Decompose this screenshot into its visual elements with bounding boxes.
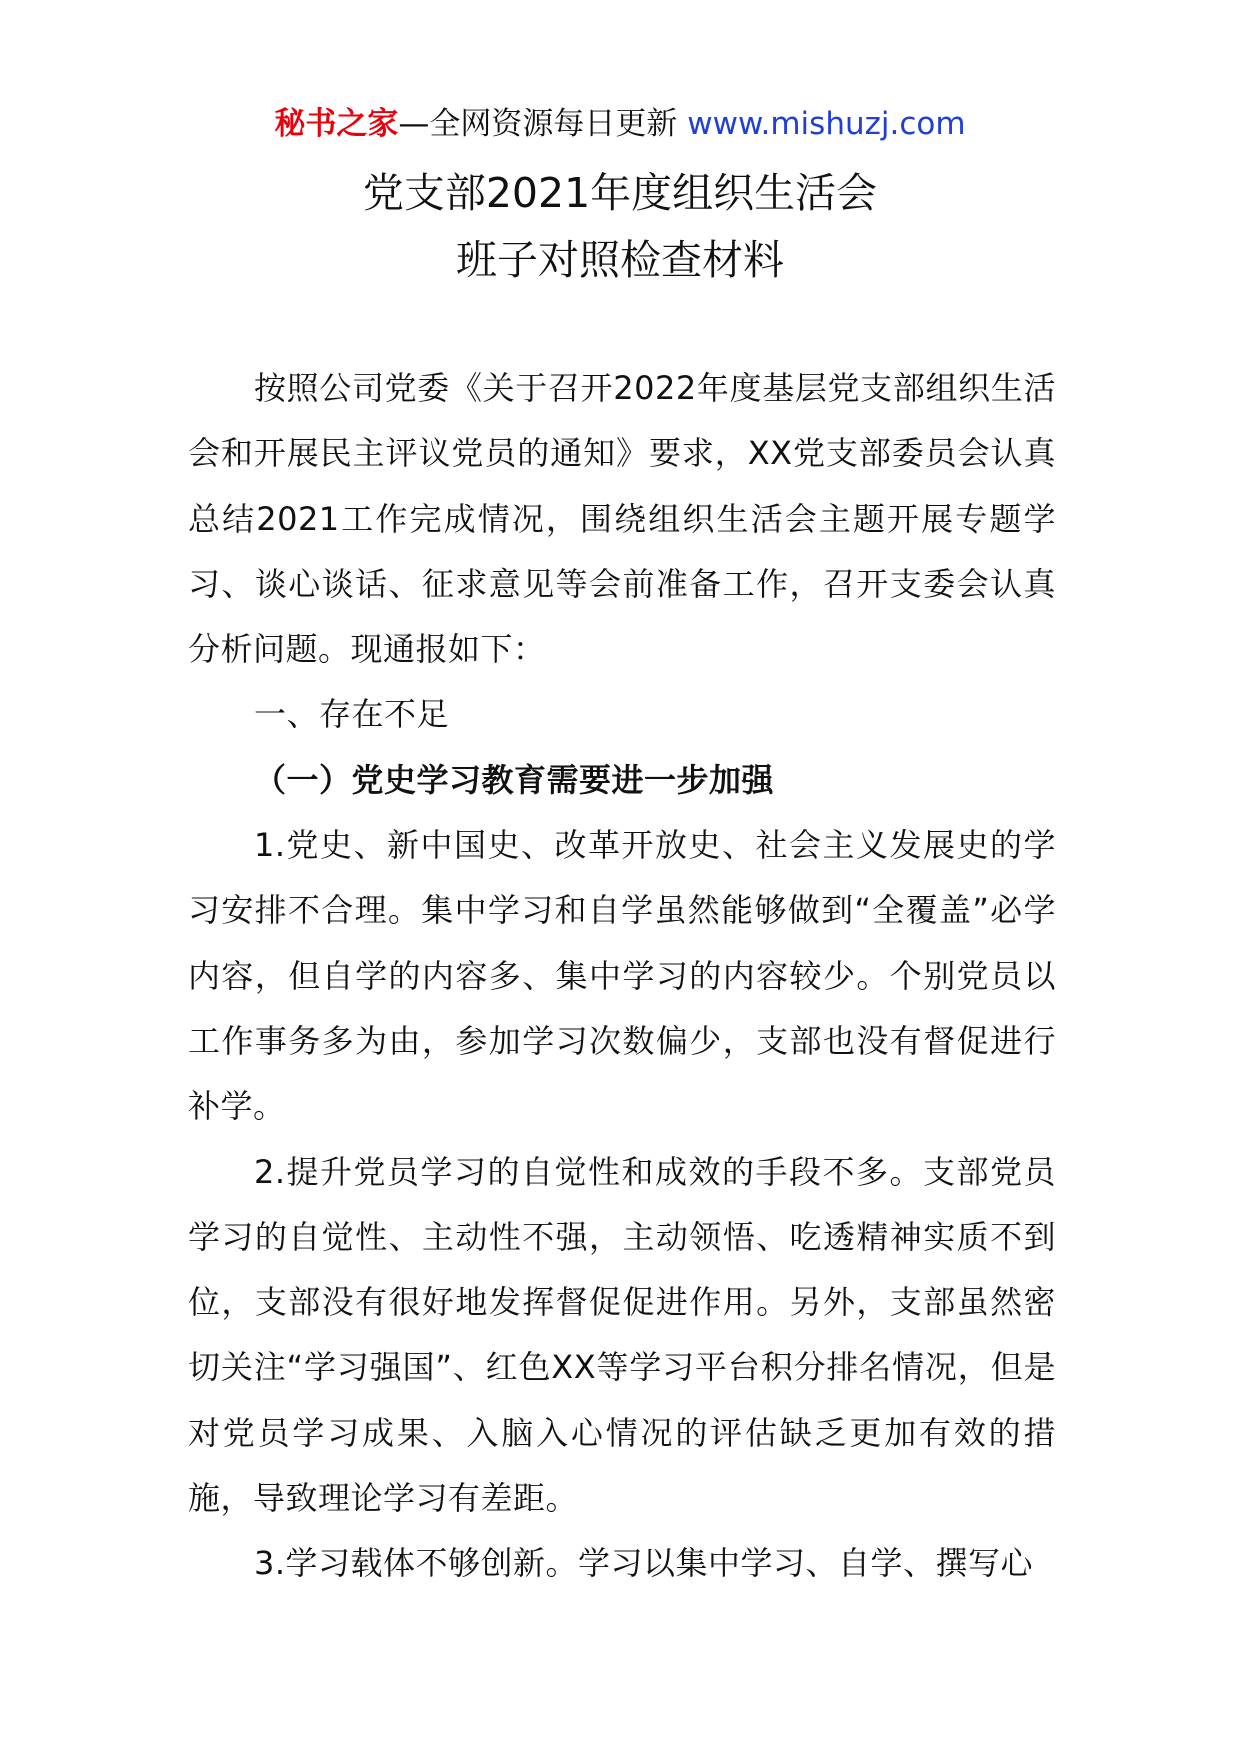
item-paragraph-2: 2.提升党员学习的自觉性和成效的手段不多。支部党员学习的自觉性、主动性不强，主动领悟、吃透精神实质不到位，支部没有很好地发挥督促促进作用。另外，支部虽然密切关注“学习强国”、红色XX等学习平台积分排名情况，但是对党员学习成果、入脑入心情况的评估缺乏更加有效的措施，导致理论学习有差距。 xyxy=(188,1152,1056,1518)
document-title-line-2: 班子对照检查材料 xyxy=(456,236,784,284)
header-banner xyxy=(0,100,1240,148)
header-tagline: —全网资源每日更新 xyxy=(398,106,678,142)
document-title-line-1: 党支部2021年度组织生活会 xyxy=(362,169,878,217)
intro-paragraph: 按照公司党委《关于召开2022年度基层党支部组织生活会和开展民主评议党员的通知》要求，XX党支部委员会认真总结2021工作完成情况，围绕组织生活会主题开展专题学习、谈心谈话、征求意见等会前准备工作，召开支委会认真分析问题。现通报如下： xyxy=(188,369,1056,669)
subsection-heading: （一）党史学习教育需要进一步加强 xyxy=(254,760,775,799)
item-paragraph-3: 3.学习载体不够创新。学习以集中学习、自学、撰写心 xyxy=(254,1544,1034,1583)
document-body xyxy=(188,356,1056,1597)
site-url-link[interactable]: www.mishuzj.com xyxy=(687,106,966,142)
section-heading: 一、存在不足 xyxy=(254,695,450,734)
brand-name: 秘书之家 xyxy=(274,106,399,142)
item-paragraph-1: 1.党史、新中国史、改革开放史、社会主义发展史的学习安排不合理。集中学习和自学虽然能够做到“全覆盖”必学内容，但自学的内容多、集中学习的内容较少。个别党员以工作事务多为由，参加学习次数偏少，支部也没有督促进行补学。 xyxy=(188,826,1056,1126)
